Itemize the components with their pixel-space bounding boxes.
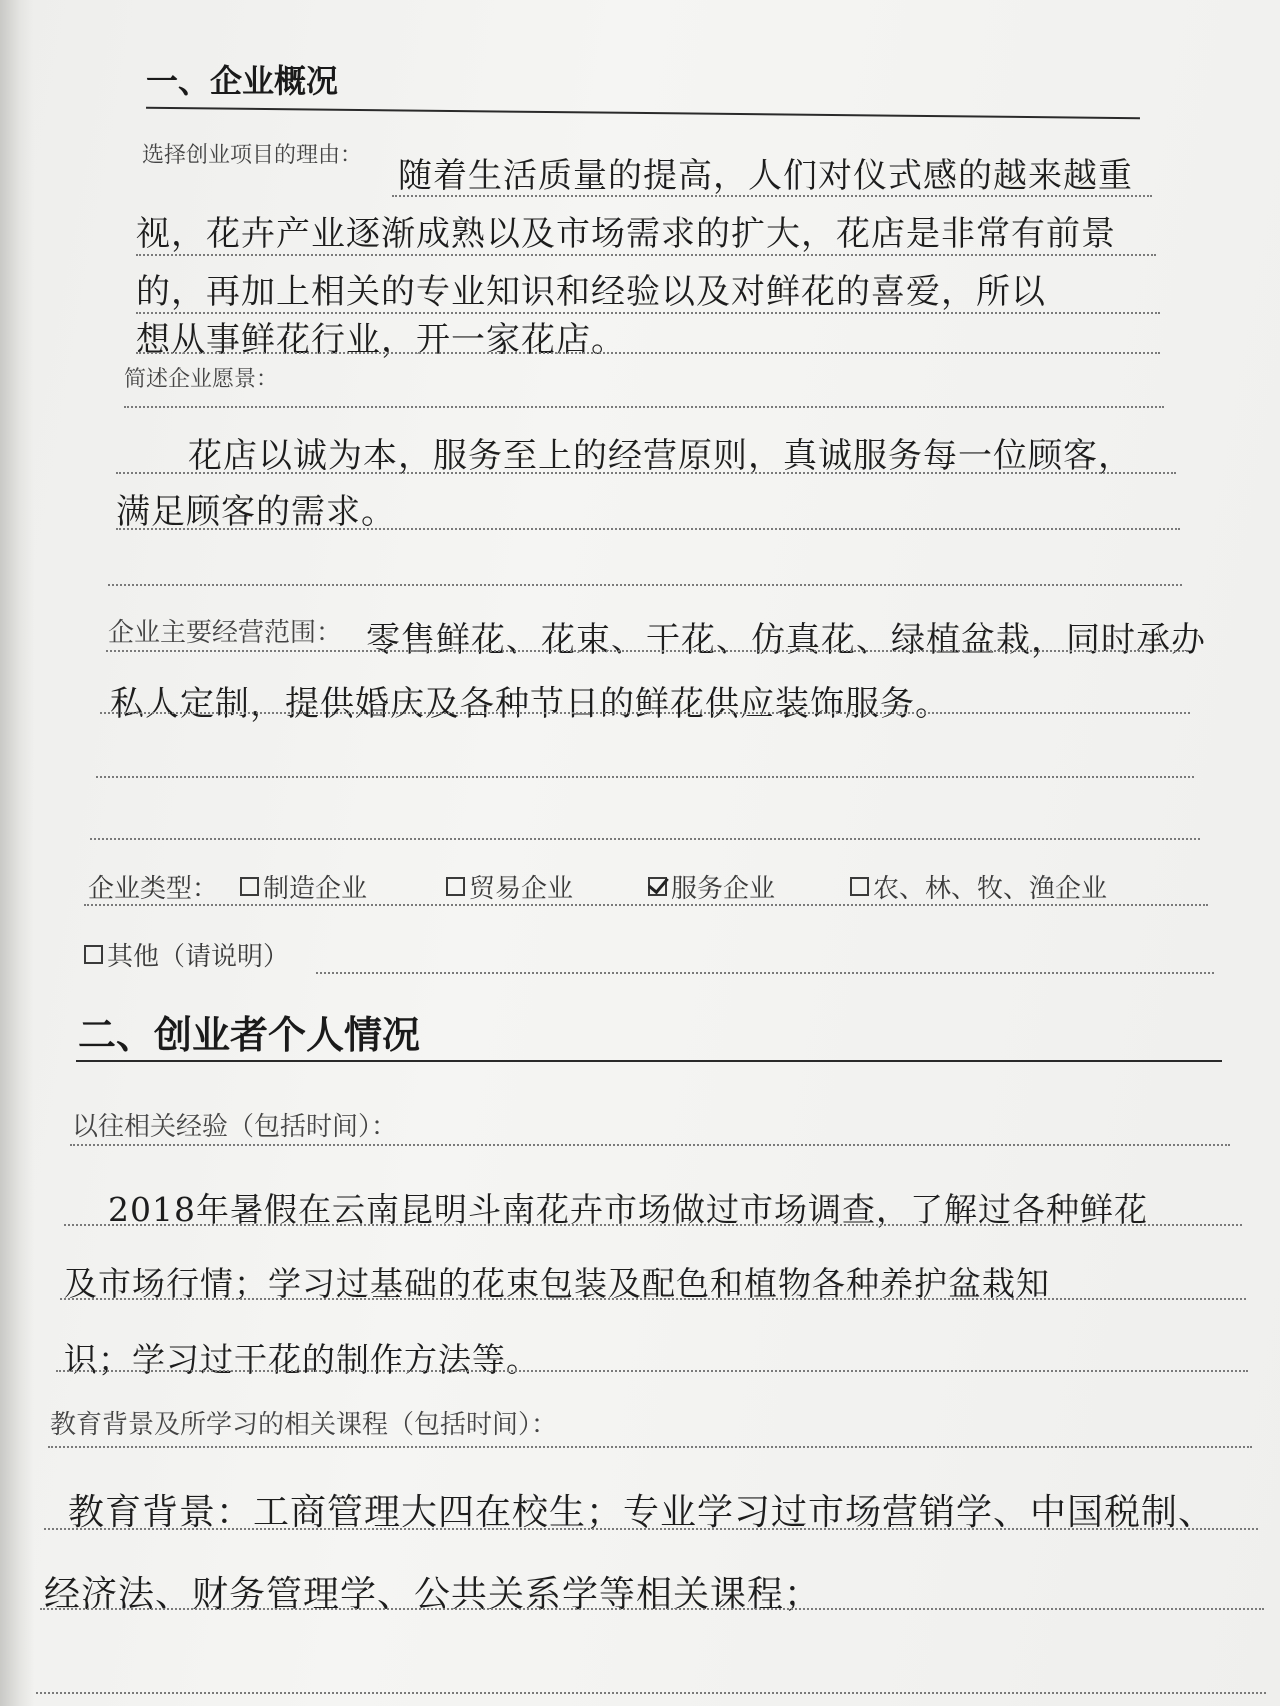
checkbox-icon[interactable] xyxy=(240,877,259,896)
experience-dotline-0 xyxy=(70,1144,1230,1146)
experience-dotline-3 xyxy=(56,1370,1248,1372)
type-option-manufacturing[interactable] xyxy=(240,868,367,905)
type-option-label: 服务企业 xyxy=(671,874,776,904)
page-edge-shadow xyxy=(0,0,34,1706)
checkbox-icon[interactable] xyxy=(850,877,869,896)
experience-line-2: 及市场行情；学习过基础的花束包装及配色和植物各种养护盆栽知 xyxy=(64,1264,1050,1303)
type-option-trade[interactable] xyxy=(446,868,573,905)
scope-label: 企业主要经营范围： xyxy=(108,618,343,648)
section1-title: 一、企业概况 xyxy=(146,62,339,100)
type-option-label: 贸易企业 xyxy=(469,874,574,904)
vision-dotline-1 xyxy=(116,472,1176,474)
scope-dotline-3 xyxy=(96,776,1194,778)
experience-line-3: 识；学习过干花的制作方法等。 xyxy=(64,1340,540,1379)
checkbox-icon[interactable] xyxy=(84,945,103,964)
vision-label: 简述企业愿景： xyxy=(124,367,279,392)
section2-rule xyxy=(76,1060,1222,1062)
type-option-agriculture[interactable] xyxy=(850,868,1107,905)
type-option-service[interactable] xyxy=(648,868,775,905)
education-label: 教育背景及所学习的相关课程（包括时间）： xyxy=(50,1410,558,1440)
reason-dotline-2 xyxy=(136,254,1156,256)
scope-dotline-1 xyxy=(106,650,1188,652)
experience-label: 以往相关经验（包括时间）： xyxy=(72,1112,398,1142)
experience-dotline-2 xyxy=(60,1298,1246,1300)
checkbox-icon[interactable] xyxy=(446,877,465,896)
vision-line-1: 花店以诚为本，服务至上的经营原则，真诚服务每一位顾客， xyxy=(188,436,1133,476)
type-other-label: 其他（请说明） xyxy=(107,942,290,972)
reason-label: 选择创业项目的理由： xyxy=(142,143,363,168)
scope-line-2: 私人定制，提供婚庆及各种节日的鲜花供应装饰服务。 xyxy=(110,684,950,724)
education-dotline-1 xyxy=(44,1528,1258,1530)
checkbox-checked-icon[interactable] xyxy=(648,877,667,896)
type-other-dotline xyxy=(316,972,1214,974)
reason-dotline-1 xyxy=(392,195,1152,197)
reason-line-1: 随着生活质量的提高，人们对仪式感的越来越重 xyxy=(398,156,1133,196)
scope-dotline-4 xyxy=(90,838,1200,840)
reason-line-2: 视，花卉产业逐渐成熟以及市场需求的扩大，花店是非常有前景 xyxy=(136,214,1116,254)
education-line-2: 经济法、财务管理学、公共关系学等相关课程； xyxy=(44,1574,822,1615)
scope-dotline-2 xyxy=(100,712,1190,714)
type-dotline xyxy=(84,904,1208,906)
type-label: 企业类型： xyxy=(88,874,219,904)
experience-line-1: 2018年暑假在云南昆明斗南花卉市场做过市场调查，了解过各种鲜花 xyxy=(108,1190,1148,1229)
vision-dotline-3 xyxy=(108,584,1182,586)
section2-title: 二、创业者个人情况 xyxy=(78,1013,421,1057)
vision-line-2: 满足顾客的需求。 xyxy=(116,492,396,532)
reason-line-3: 的，再加上相关的专业知识和经验以及对鲜花的喜爱，所以 xyxy=(136,272,1046,312)
type-row xyxy=(88,868,218,905)
education-dotline-3 xyxy=(36,1692,1266,1694)
education-dotline-2 xyxy=(40,1608,1264,1610)
reason-dotline-4 xyxy=(136,352,1160,354)
vision-dotline-2 xyxy=(116,528,1180,530)
type-option-label: 农、林、牧、渔企业 xyxy=(873,874,1108,904)
education-dotline-0 xyxy=(48,1446,1252,1448)
scope-line-1: 零售鲜花、花束、干花、仿真花、绿植盆栽，同时承办 xyxy=(366,620,1206,660)
type-option-label: 制造企业 xyxy=(263,874,368,904)
experience-dotline-1 xyxy=(64,1224,1242,1226)
type-option-other[interactable] xyxy=(84,936,289,973)
education-line-1: 教育背景：工商管理大四在校生；专业学习过市场营销学、中国税制、 xyxy=(68,1492,1216,1533)
reason-line-4: 想从事鲜花行业，开一家花店。 xyxy=(136,320,626,360)
section1-rule xyxy=(146,107,1140,119)
vision-dotline-0 xyxy=(124,406,1164,408)
